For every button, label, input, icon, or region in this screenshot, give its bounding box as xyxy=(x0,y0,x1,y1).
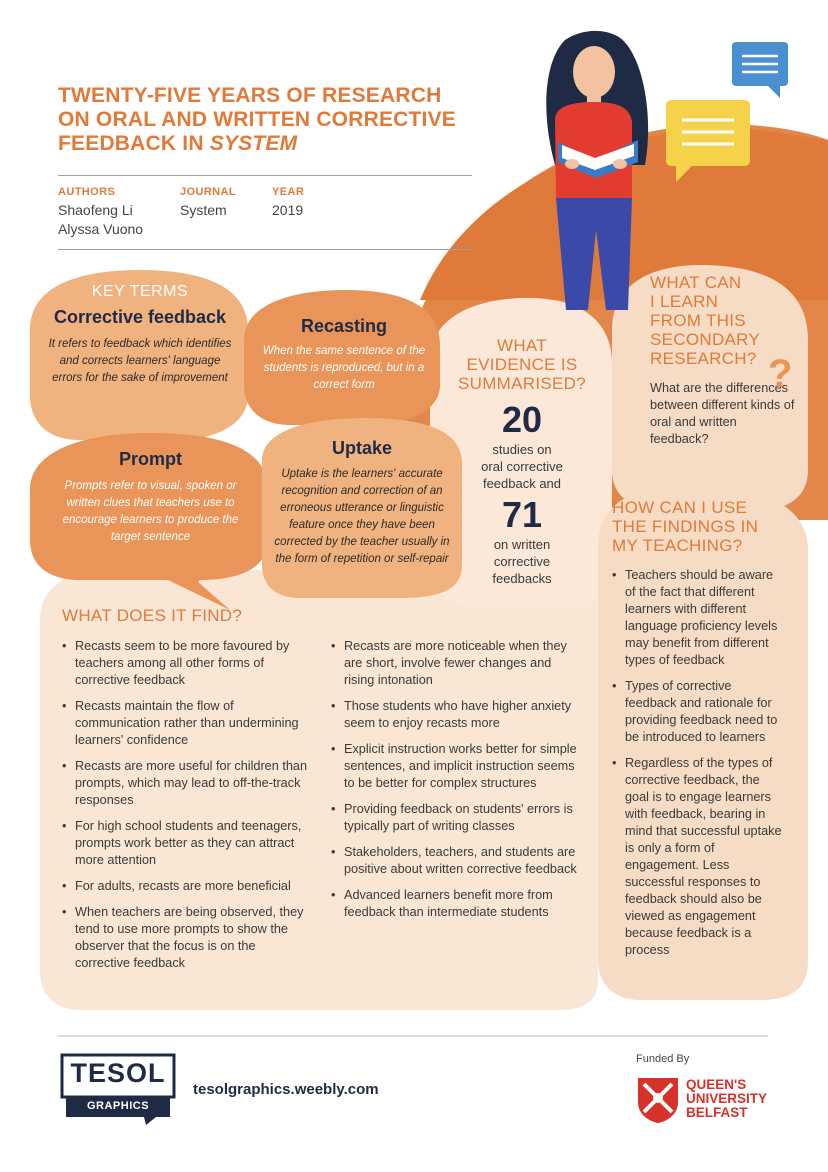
title-line-3-pre: FEEDBACK IN xyxy=(58,132,210,155)
journal-value: System xyxy=(180,202,227,218)
year-label: YEAR xyxy=(272,186,305,198)
authors-label: AUTHORS xyxy=(58,186,116,198)
recasting-title: Recasting xyxy=(300,316,388,336)
oral-studies-line-1: studies on xyxy=(492,442,552,457)
title-line-1: TWENTY-FIVE YEARS OF RESEARCH xyxy=(58,84,442,107)
learn-body: What are the differences between different kinds of oral and written feedback? xyxy=(650,381,795,446)
prompt-card xyxy=(48,449,253,546)
finding-item: • Recasts are more useful for children than prompts, which may lead to off-the-track responses xyxy=(62,758,312,809)
title-line-2: ON ORAL AND WRITTEN CORRECTIVE xyxy=(58,108,456,131)
corrective-feedback-body: It refers to feedback which identifies and corrects learners' language errors for the sake of improvement xyxy=(48,338,232,384)
finding-item: • For high school students and teenagers, prompts work better as they can attract more attention xyxy=(62,818,312,869)
use-heading-line-1: HOW CAN I USE xyxy=(612,498,748,517)
key-terms-heading: KEY TERMS xyxy=(91,283,189,300)
qub-line-2: UNIVERSITY xyxy=(686,1091,768,1106)
finding-item: • Providing feedback on students' errors is typically part of writing classes xyxy=(331,801,581,835)
corrective-feedback-title: Corrective feedback xyxy=(53,307,227,327)
use-item: • Teachers should be aware of the fact that different learners with different language proficiency levels may benefit from different types of feedback xyxy=(612,567,782,669)
findings-list-left xyxy=(62,638,312,981)
journal-block xyxy=(180,186,270,220)
recasting-body: When the same sentence of the students is reproduced, but in a correct form xyxy=(262,345,426,391)
finding-item: • Recasts are more noticeable when they are short, involve fewer changes and rising intonation xyxy=(331,638,581,689)
tesol-graphics-logo xyxy=(60,1053,178,1125)
finding-item: • Stakeholders, teachers, and students are positive about written corrective feedback xyxy=(331,844,581,878)
qub-line-1: QUEEN'S xyxy=(686,1077,747,1092)
prompt-title: Prompt xyxy=(119,449,182,469)
recasting-card xyxy=(256,316,432,394)
findings-list-right xyxy=(331,638,581,930)
learn-heading-line-5: RESEARCH? xyxy=(650,349,757,368)
question-mark-glyph: ? xyxy=(768,352,793,396)
uptake-card xyxy=(272,438,452,568)
corrective-feedback-card xyxy=(40,283,240,387)
year-value: 2019 xyxy=(272,202,304,218)
qub-name xyxy=(686,1078,767,1120)
logo-tesol-text: TESOL xyxy=(70,1058,166,1088)
title-line-3 xyxy=(58,132,518,156)
use-heading xyxy=(612,498,802,555)
authors-block xyxy=(58,186,168,239)
qub-crest-icon xyxy=(636,1076,680,1124)
use-item: • Regardless of the types of corrective feedback, the goal is to engage learners with feedback, bearing in mind that successful uptake is only a form of engagement. Less successful responses to feedback should also be viewed as engagement because feedback is a process xyxy=(612,755,782,959)
oral-studies-text xyxy=(440,441,604,492)
page-title xyxy=(58,84,518,156)
oral-studies-line-3: feedback and xyxy=(482,476,562,491)
learn-heading-line-3: FROM THIS xyxy=(650,311,746,330)
finding-item: • For adults, recasts are more beneficial xyxy=(62,878,312,895)
use-heading-line-2: THE FINDINGS IN xyxy=(612,517,759,536)
website-link[interactable]: tesolgraphics.weebly.com xyxy=(193,1081,379,1098)
written-studies-line-3: feedbacks xyxy=(492,571,552,586)
author-2: Alyssa Vuono xyxy=(58,221,144,237)
finding-item: • Recasts maintain the flow of communication rather than undermining learners' confidence xyxy=(62,698,312,749)
learn-heading-line-4: SECONDARY xyxy=(650,330,761,349)
finding-item: • When teachers are being observed, they tend to use more prompts to show the observer that the focus is on the corrective feedback xyxy=(62,904,312,972)
meta-divider xyxy=(58,249,472,250)
qub-logo xyxy=(636,1076,680,1129)
learn-heading-line-2: I LEARN xyxy=(650,292,719,311)
journal-label: JOURNAL xyxy=(180,186,236,198)
learn-heading-line-1: WHAT CAN xyxy=(650,273,742,292)
evidence-heading-line-3: SUMMARISED? xyxy=(458,374,586,393)
findings-heading: WHAT DOES IT FIND? xyxy=(62,606,243,625)
qub-line-3: BELFAST xyxy=(686,1105,748,1120)
evidence-heading-line-2: EVIDENCE IS xyxy=(466,355,578,374)
oral-studies-count: 20 xyxy=(501,399,543,440)
evidence-card xyxy=(440,336,604,587)
finding-item: • Recasts seem to be more favoured by teachers among all other forms of corrective feedback xyxy=(62,638,312,689)
written-studies-text xyxy=(440,536,604,587)
finding-item: • Those students who have higher anxiety seem to enjoy recasts more xyxy=(331,698,581,732)
funded-by-label: Funded By xyxy=(636,1053,690,1065)
use-item: • Types of corrective feedback and rationale for providing feedback need to be introduced to learners xyxy=(612,678,782,746)
author-1: Shaofeng Li xyxy=(58,202,133,218)
evidence-heading-line-1: WHAT xyxy=(497,336,547,355)
logo-graphics-text: GRAPHICS xyxy=(86,1100,150,1112)
use-card xyxy=(612,498,802,968)
written-studies-line-2: corrective xyxy=(493,554,551,569)
prompt-body: Prompts refer to visual, spoken or written clues that teachers use to encourage learners to produce the target sentence xyxy=(62,480,239,543)
finding-item: • Advanced learners benefit more from feedback than intermediate students xyxy=(331,887,581,921)
use-list xyxy=(612,567,782,959)
written-studies-line-1: on written xyxy=(493,537,551,552)
title-journal-em: SYSTEM xyxy=(209,132,298,155)
title-divider xyxy=(58,175,472,176)
use-heading-line-3: MY TEACHING? xyxy=(612,536,743,555)
finding-item: • Explicit instruction works better for simple sentences, and implicit instruction seems to be better for complex structures xyxy=(331,741,581,792)
uptake-body: Uptake is the learners' accurate recognition and correction of an erroneous utterance or linguistic feature once they have been corrected by the teacher usually in the form of repetition or self-repair xyxy=(274,468,450,565)
evidence-heading xyxy=(440,336,604,393)
oral-studies-line-2: oral corrective xyxy=(481,459,563,474)
written-studies-count: 71 xyxy=(501,494,543,535)
uptake-title: Uptake xyxy=(331,438,393,458)
year-block xyxy=(272,186,352,220)
